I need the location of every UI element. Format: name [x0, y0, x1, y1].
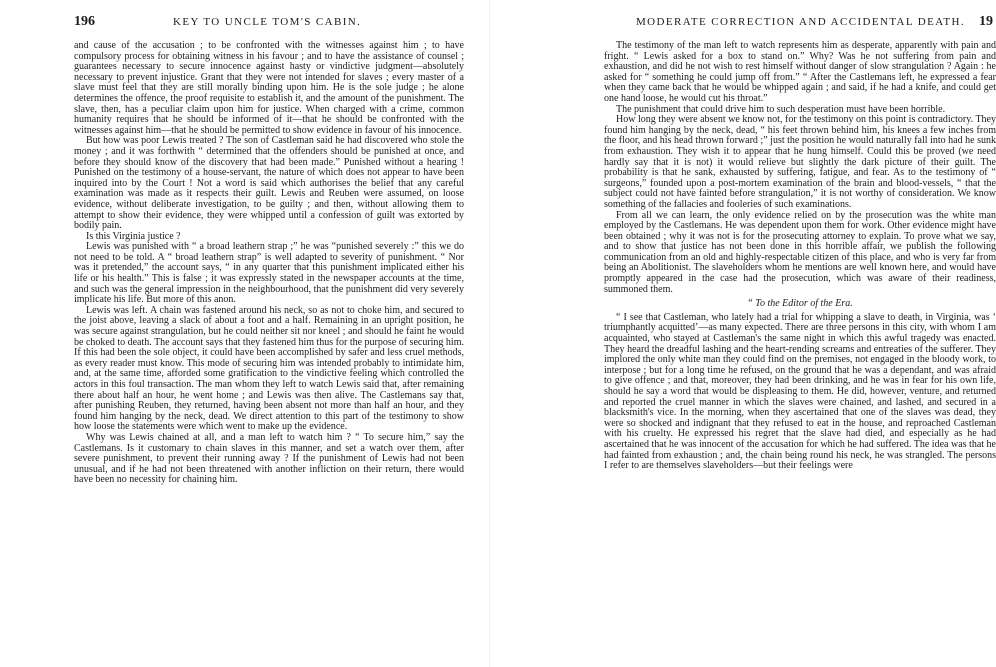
left-running-header	[74, 14, 361, 30]
right-page	[490, 0, 996, 667]
paragraph: “ I see that Castleman, who lately had a trial for whipping a slave to death, in Virginia, was ‘ triumphantly acquitted’—as many expected. There are three persons in this city, with whom I am acquainted, who stayed at Castleman's the same night in which this awful tragedy was enacted. They heard the dreadful lashing and the heart-rending screams and entreaties of the sufferer. They implored the only white man they could find on the premises, not engaged in the bloody work, to interpose ; but for a long time he refused, on the ground that he was a dependant, and was afraid to give offence ; and that, moreover, they had been drinking, and he was in fear for his own life, should he say a word that would be displeasing to them. He did, however, venture, and returned and reported the cruel manner in which the slaves were chained, and lashed, and secured in a blacksmith's vice. In the morning, when they ascertained that one of the slaves was dead, they were so shocked and indignant that they refused to eat in the house, and reproached Castleman with his cruelty. He expressed his regret that the slave had died, and especially as he had ascertained that he was innocent of the accusation for which he had suffered. The idea was that he had fainted from exhaustion ; and, the chain being round his neck, he was strangled. The persons I refer to are themselves slaveholders—but their feelings were	[604, 311, 996, 472]
paragraph: From all we can learn, the only evidence relied on by the prosecution was the white man employed by the Castlemans. He was dependent upon them for work. Other evidence might have been obtained ; why it was not is for the prosecuting attorney to explain. To prove what we say, and to show that justice has not been done in this horrible affair, we publish the following communication from an old and highly-respectable citizen of this place, and who is very far from being an Abolitionist. The slaveholders whom he mentions are well known here, and would have promptly appeared in the case had the prosecution, which was aware of their readiness, summoned them.	[604, 209, 996, 295]
paragraph: Lewis was left. A chain was fastened around his neck, so as not to choke him, and secured to the joist above, leaving a slack of about a foot and a half. Remaining in an upright position, he was secure against strangulation, but he could neither sit nor kneel ; and should he faint he would be choked to death. The account says that they fastened him thus for the purpose of securing him. If this had been the sole object, it could have been accomplished by safer and less cruel methods, as every reader must know. This mode of securing him was intended probably to intimidate him, and, at the same time, afforded some gratification to the vindictive feeling which controlled the actors in this foul transaction. The man whom they left to watch Lewis said that, after remaining there about half an hour, he went home ; and Lewis was then alive. The Castlemans say that, after punishing Reuben, they returned, having been absent not more than half an hour, and they found him hanging by the neck, dead. We direct attention to this part of the testimony to show how loose the statements were which went to make up the evidence.	[74, 304, 464, 433]
left-page	[0, 0, 490, 667]
left-running-head: KEY TO UNCLE TOM'S CABIN.	[173, 16, 362, 28]
right-running-head: MODERATE CORRECTION AND ACCIDENTAL DEATH.	[636, 16, 965, 28]
paragraph: Lewis was punished with “ a broad leathern strap ;” he was “punished severely :” this we do not need to be told. A “ broad leathern strap” is well adapted to severity of punishment. “ Nor was it pretended,” the account says, “ in any quarter that this punishment implicated either his life or his health.” This is false ; it was expressly stated in the newspaper accounts at the time, and such was the general impression in the neighbourhood, that the punishment did very severely implicate his life. But more of this anon.	[74, 241, 464, 306]
paragraph: The punishment that could drive him to such desperation must have been horrible.	[616, 103, 946, 115]
letter-salutation: “ To the Editor of the Era.	[747, 298, 853, 310]
paragraph: Why was Lewis chained at all, and a man left to watch him ? “ To secure him,” say the Castlemans. Is it customary to chain slaves in this manner, and set a watch over them, after severe punishment, to prevent their running away ? If the punishment of Lewis had not been unusual, and if he had not been threatened with another infliction on their return, there would have been no necessity for chaining him.	[74, 431, 464, 486]
right-body-text	[604, 41, 996, 472]
left-body-text	[74, 41, 464, 486]
paragraph: and cause of the accusation ; to be confronted with the witnesses against him ; to have compulsory process for obtaining witness in his favour ; and to have the assistance of counsel ; guarantees necessary to secure innocence against hasty or vindictive judgment—absolutely necessary to prevent injustice. Grant that they were not intended for slaves ; every master of a slave must feel that they are still morally binding upon him. He is the sole judge ; he alone determines the offence, the proof requisite to establish it, and the amount of the punishment. The slave, then, has a peculiar claim upon him for justice. When charged with a crime, common humanity requires that he should be informed of it—that he should be confronted with the witnesses against him—that he should be permitted to show evidence in favour of his innocence.	[74, 40, 464, 136]
left-page-number: 196	[74, 14, 95, 29]
paragraph: The testimony of the man left to watch represents him as desperate, apparently with pain and fright. “ Lewis asked for a box to stand on.” Why? Was he not suffering from pain and exhaustion, and did he not wish to rest himself without danger of slow strangulation ? Again : he asked for “ something he could jump off from.” “ After the Castlemans left, he expressed a fear when they came back that he would be whipped again ; and said, if he had a knife, and could get one hand loose, he would cut his throat.”	[604, 40, 996, 104]
paragraph: How long they were absent we know not, for the testimony on this point is contradictory. They found him hanging by the neck, dead, “ his feet thrown behind him, his knees a few inches from the floor, and his head thrown forward ;” just the position he would naturally fall into had he sunk from exhaustion. They wish it to appear that he hung himself. Could this be proved (we need hardly say that it is not) it would relieve but slightly the dark picture of their guilt. The probability is that he sank, exhausted by suffering, fatigue, and fear. As to the testimony of “ surgeons,” founded upon a post-mortem examination of the brain and blood-vessels, “ that the subject could not have fainted before strangulation,” it is not worthy of consideration. We know something of the fallacies and fooleries of such examinations.	[604, 114, 996, 210]
paragraph: But how was poor Lewis treated ? The son of Castleman said he had discovered who stole the money ; and it was forthwith “ determined that the offenders should be punished at once, and before they should know of the discovery that had been made.” Punished without a hearing ! Punished on the testimony of a house-servant, the nature of which does not appear to have been inquired into by the Court ! Not a word is said which authorises the belief that any careful examination was made as it respects their guilt. Lewis and Reuben were assumed, on loose evidence, without deliberate investigation, to be guilty ; and then, without allowing them to attempt to show their evidence, they were whipped until a confession of guilt was extorted by bodily pain.	[74, 135, 464, 232]
right-running-header	[636, 14, 993, 30]
right-page-number: 19	[978, 14, 993, 29]
paragraph: Is this Virginia justice ?	[86, 230, 181, 242]
